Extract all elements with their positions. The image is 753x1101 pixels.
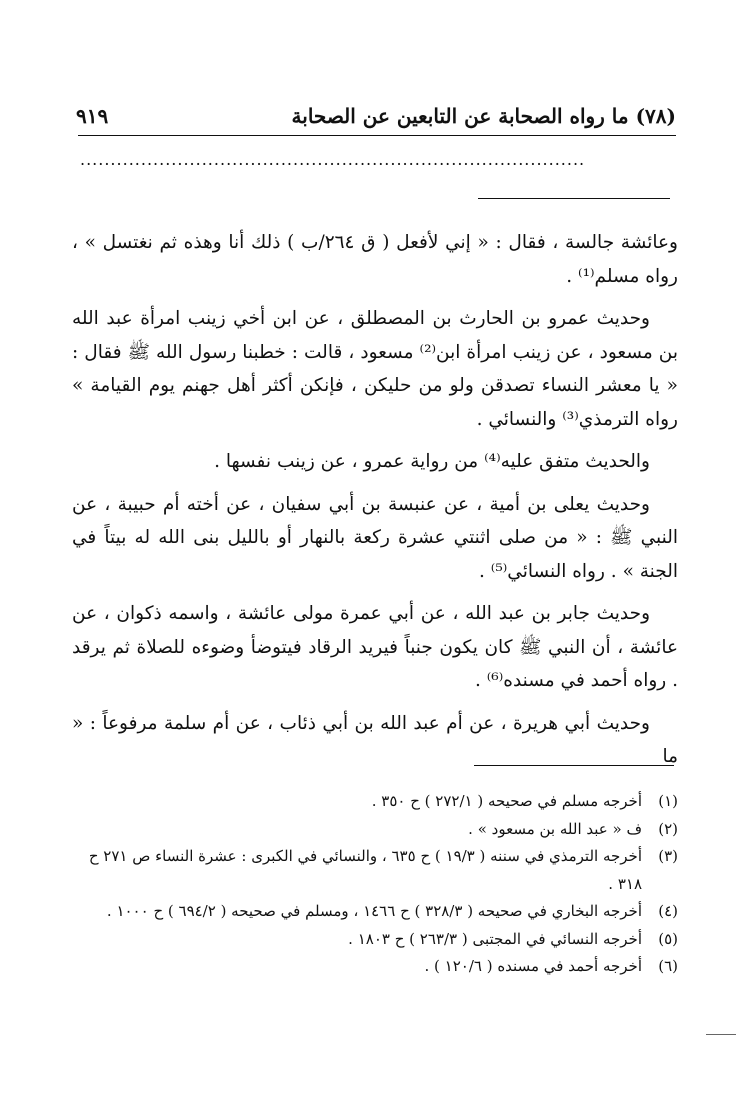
footnote (72, 953, 678, 981)
footnote-number: (٦) (658, 957, 678, 975)
footnote (72, 816, 678, 844)
paragraph: وحديث عمرو بن الحارث بن المصطلق ، عن ابن أخي زينب امرأة عبد الله بن مسعود ، عن زينب امرأة ابن⁽²⁾ مسعود ، قالت : خطبنا رسول الله ﷺ فقال : « يا معشر النساء تصدقن ولو من حليكن ، فإنكن أكثر أهل جهنم يوم القيامة » رواه الترمذي⁽³⁾ والنسائي . (72, 308, 678, 430)
footnote-number: (٥) (658, 929, 678, 948)
footnote-text: أخرجه البخاري في صحيحه ( ٣٢٨/٣ ) ح ١٤٦٦ ، ومسلم في صحيحه ( ٦٩٤/٢ ) ح ١٠٠٠ . (106, 902, 642, 920)
footnote (72, 788, 678, 816)
footnote-number: (٢) (658, 819, 678, 838)
chapter-title: (٧٨) ما رواه الصحابة عن التابعين عن الصحابة (291, 104, 676, 128)
footnote-text: أخرجه النسائي في المجتبى ( ٢٦٣/٣ ) ح ١٨٠٣ . (348, 929, 642, 948)
footnotes (72, 788, 678, 981)
footnote-text: ف « عبد الله بن مسعود » . (468, 819, 642, 838)
paragraph: وحديث جابر بن عبد الله ، عن أبي عمرة مولى عائشة ، واسمه ذكوان ، عن عائشة ، أن النبي ﷺ كان يكون جنباً فيريد الرقاد فيتوضأ وضوءه للصلاة ثم يرقد . رواه أحمد في مسنده⁽⁶⁾ . (72, 603, 678, 691)
main-text (72, 226, 678, 783)
paragraph: وحديث يعلى بن أمية ، عن عنبسة بن أبي سفيان ، عن أخته أم حبيبة ، عن النبي ﷺ : « من صلى اثنتي عشرة ركعة بالنهار أو بالليل بنى الله له بيتاً في الجنة » . رواه النسائي⁽⁵⁾ . (72, 493, 678, 582)
footnote-number: (٤) (658, 902, 678, 920)
running-header (76, 104, 676, 134)
section-rule (478, 198, 670, 199)
footnote-text: أخرجه مسلم في صحيحه ( ٢٧٢/١ ) ح ٣٥٠ . (371, 792, 642, 810)
footnote (72, 926, 678, 954)
paragraph: وعائشة جالسة ، فقال : « إني لأفعل ( ق ٢٦٤/ب ) ذلك أنا وهذه ثم نغتسل » ، رواه مسلم⁽¹⁾ . (72, 232, 678, 287)
footnote (72, 843, 678, 898)
footnote-number: (٣) (658, 847, 678, 865)
dotted-separator: ................................................................................... (80, 150, 586, 169)
paragraph: والحديث متفق عليه⁽⁴⁾ من رواية عمرو ، عن زينب نفسها . (214, 451, 650, 472)
footnote-text: أخرجه الترمذي في سننه ( ١٩/٣ ) ح ٦٣٥ ، والنسائي في الكبرى : عشرة النساء ص ٢٧١ ح ٣١٨ . (88, 847, 642, 893)
footnote-number: (١) (658, 792, 678, 810)
footnote-rule (474, 765, 674, 766)
footnote-text: أخرجه أحمد في مسنده ( ١٢٠/٦ ) . (424, 957, 642, 975)
paragraph: وحديث أبي هريرة ، عن أم عبد الله بن أبي ذئاب ، عن أم سلمة مرفوعاً : « ما (72, 712, 678, 767)
page-number: ٩١٩ (76, 104, 109, 128)
footnote (72, 898, 678, 926)
margin-mark (706, 1034, 736, 1035)
header-rule (78, 135, 676, 136)
